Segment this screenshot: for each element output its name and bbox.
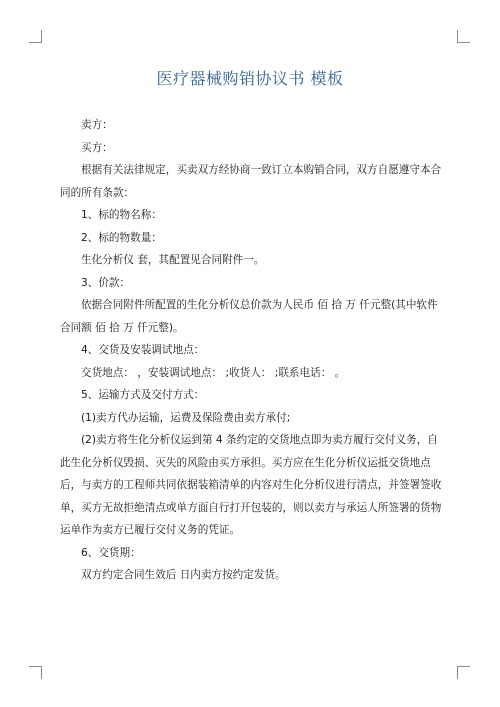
preamble-paragraph: 根据有关法律规定，买卖双方经协商一致订立本购销合同，双方自愿遵守本合同的所有条款： <box>60 164 442 199</box>
document-body <box>60 114 444 587</box>
clause-1-heading: 1、标的物名称： <box>81 209 162 221</box>
clause-4-text: 交货地点： ，安装调试地点： ;收货人： ;联系电话： 。 <box>81 366 346 379</box>
clause-6-text: 双方约定合同生效后 日内卖方按约定发货。 <box>81 569 286 581</box>
crop-mark-bottom-left <box>29 666 42 679</box>
clause-3-text: 依据合同附件所配置的生化分析仪总价款为人民币 佰 拾 万 仟元整(其中软件合同额 佰 拾 万 仟元整)。 <box>60 299 438 334</box>
clause-2-heading: 2、标的物数量： <box>81 231 162 244</box>
clause-5-heading: 5、运输方式及交付方式： <box>81 389 205 401</box>
clause-6-heading: 6、交货期： <box>81 546 141 559</box>
clause-2-text: 生化分析仪 套，其配置见合同附件一。 <box>81 254 265 266</box>
crop-mark-top-right <box>457 30 470 43</box>
clause-5-item-2: (2)卖方将生化分析仪运到第 4 条约定的交货地点即为卖方履行交付义务，自此生化分析仪毁损、灭失的风险由买方承担。买方应在生化分析仪运抵交货地点后，与卖方的工程师共同依据装箱清单的内容对生化分析仪进行清点，并签署签收单，买方无故拒绝清点或单方面自行打开包装的，则以卖方与承运人所签署的货物运单作为卖方已履行交付义务的凭证。 <box>60 434 442 536</box>
seller-line: 卖方： <box>81 119 113 131</box>
crop-mark-bottom-right <box>457 666 470 679</box>
crop-mark-top-left <box>29 30 42 43</box>
buyer-line: 买方： <box>81 141 113 154</box>
clause-5-item-1: (1)卖方代办运输，运费及保险费由卖方承付; <box>81 411 291 424</box>
clause-3-heading: 3、价款： <box>81 276 131 289</box>
clause-4-heading: 4、交货及安装调试地点： <box>81 344 205 356</box>
document-title: 医疗器械购销协议书 模板 <box>156 69 344 88</box>
